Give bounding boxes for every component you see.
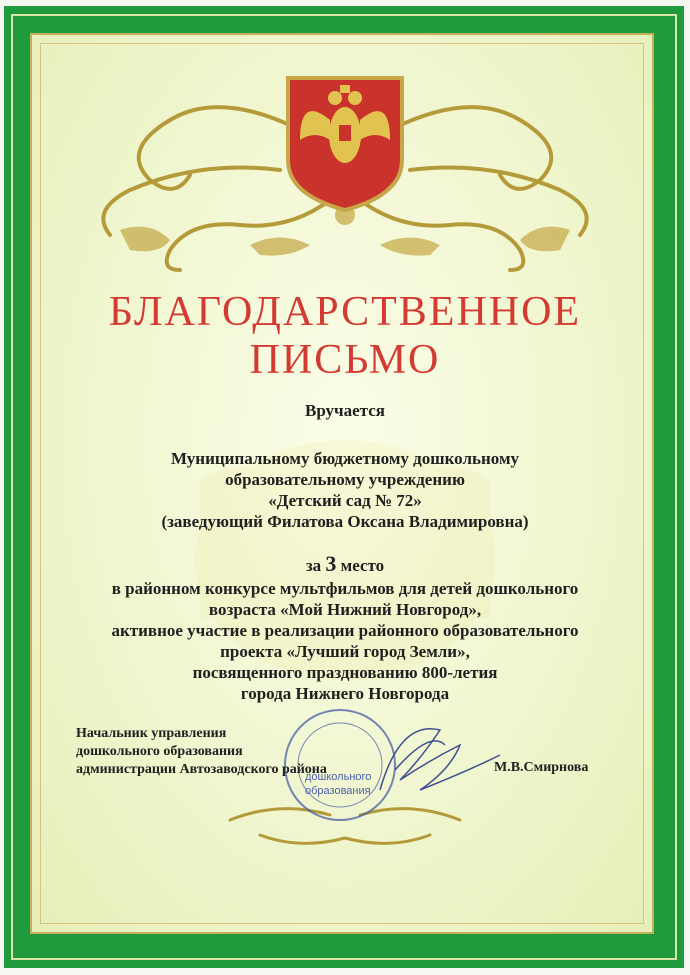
reason-line-3: активное участие в реализации районного образовательного: [111, 621, 579, 640]
reason-line-4: проекта «Лучший город Земли»,: [220, 642, 470, 661]
place-line: [40, 553, 650, 576]
stamp-line-1: дошкольного: [305, 771, 372, 783]
signer-title-line-1: Начальник управления: [76, 726, 227, 741]
recipient-line-4: (заведующий Филатова Оксана Владимировна): [161, 512, 529, 531]
signer-title-line-3: администрации Автозаводского района: [76, 762, 327, 777]
place-number: 3: [325, 551, 337, 576]
recipient-line-2: образовательному учреждению: [225, 470, 465, 489]
reason-line-1: в районном конкурсе мультфильмов для детей дошкольного: [111, 579, 579, 598]
reason-line-2: возраста «Мой Нижний Новгород»,: [208, 600, 482, 619]
signer-title-line-2: дошкольного образования: [76, 744, 243, 759]
reason-line-5: посвященного празднованию 800-летия: [192, 663, 498, 682]
certificate-title-line2: ПИСЬМО: [249, 337, 441, 383]
recipient-line-1: Муниципальному бюджетному дошкольному: [170, 449, 520, 468]
signature-icon: [380, 729, 500, 790]
signer-name: М.В.Смирнова: [494, 760, 589, 775]
reason-line-6: города Нижнего Новгорода: [240, 684, 450, 703]
awarded-label: Вручается: [304, 401, 385, 420]
place-suffix: место: [340, 556, 385, 575]
certificate-title-line1: БЛАГОДАРСТВЕННОЕ: [108, 289, 582, 335]
recipient-line-3: «Детский сад № 72»: [268, 491, 422, 510]
stamp-line-2: образования: [305, 785, 371, 797]
coat-of-arms-icon: [288, 78, 402, 210]
stamp-text: [305, 770, 371, 798]
place-prefix: за: [305, 556, 322, 575]
